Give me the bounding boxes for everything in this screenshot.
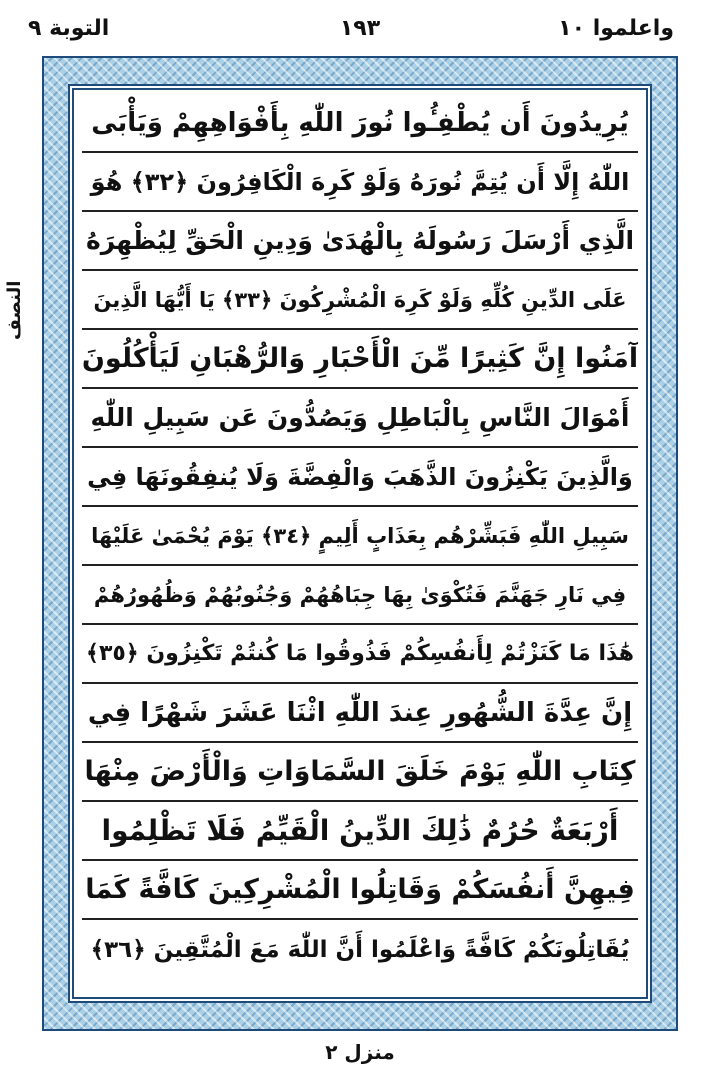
text-line: أَرْبَعَةٌ حُرُمٌ ذَٰلِكَ الدِّينُ الْقَيِّمُ فَلَا تَظْلِمُوا bbox=[82, 802, 638, 861]
text-line: كِتَابِ اللّٰهِ يَوْمَ خَلَقَ السَّمَاوَاتِ وَالْأَرْضَ مِنْهَا bbox=[82, 743, 638, 802]
surah-title: التوبة ٩ bbox=[28, 16, 110, 41]
manzil-footer: منزل ٢ bbox=[325, 1040, 395, 1064]
decorative-border bbox=[42, 56, 678, 1031]
text-line: أَمْوَالَ النَّاسِ بِالْبَاطِلِ وَيَصُدُّونَ عَن سَبِيلِ اللّٰهِ bbox=[82, 389, 638, 448]
text-line: آمَنُوا إِنَّ كَثِيرًا مِّنَ الْأَحْبَارِ وَالرُّهْبَانِ لَيَأْكُلُونَ bbox=[82, 330, 638, 389]
page-number: ١٩٣ bbox=[339, 16, 381, 41]
text-line: فِي نَارِ جَهَنَّمَ فَتُكْوَىٰ بِهَا جِبَاهُهُمْ وَجُنُوبُهُمْ وَظُهُورُهُمْ bbox=[82, 566, 638, 625]
text-line: إِنَّ عِدَّةَ الشُّهُورِ عِندَ اللّٰهِ اثْنَا عَشَرَ شَهْرًا فِي bbox=[82, 684, 638, 743]
text-line: يُرِيدُونَ أَن يُطْفِـُٔوا نُورَ اللّٰهِ بِأَفْوَاهِهِمْ وَيَأْبَى bbox=[82, 94, 638, 153]
text-line: اللّٰهُ إِلَّا أَن يُتِمَّ نُورَهُ وَلَوْ كَرِهَ الْكَافِرُونَ ﴿٣٢﴾ هُوَ bbox=[82, 153, 638, 212]
text-line: سَبِيلِ اللّٰهِ فَبَشِّرْهُم بِعَذَابٍ أَلِيمٍ ﴿٣٤﴾ يَوْمَ يُحْمَىٰ عَلَيْهَا bbox=[82, 507, 638, 566]
text-line: هَٰذَا مَا كَنَزْتُمْ لِأَنفُسِكُمْ فَذُوقُوا مَا كُنتُمْ تَكْنِزُونَ ﴿٣٥﴾ bbox=[82, 625, 638, 684]
juz-title: واعلموا ١٠ bbox=[558, 16, 674, 41]
text-line: فِيهِنَّ أَنفُسَكُمْ وَقَاتِلُوا الْمُشْرِكِينَ كَافَّةً كَمَا bbox=[82, 861, 638, 920]
text-lines bbox=[74, 90, 646, 997]
page-header bbox=[0, 10, 720, 50]
text-line: يُقَاتِلُونَكُمْ كَافَّةً وَاعْلَمُوا أَنَّ اللّٰهَ مَعَ الْمُتَّقِينَ ﴿٣٦﴾ bbox=[90, 936, 630, 963]
text-line: الَّذِي أَرْسَلَ رَسُولَهُ بِالْهُدَىٰ وَدِينِ الْحَقِّ لِيُظْهِرَهُ bbox=[82, 212, 638, 271]
text-line: وَالَّذِينَ يَكْنِزُونَ الذَّهَبَ وَالْفِضَّةَ وَلَا يُنفِقُونَهَا فِي bbox=[82, 448, 638, 507]
text-panel bbox=[72, 88, 648, 999]
margin-marker: النصف bbox=[4, 280, 25, 340]
text-line: عَلَى الدِّينِ كُلِّهِ وَلَوْ كَرِهَ الْمُشْرِكُونَ ﴿٣٣﴾ يَا أَيُّهَا الَّذِينَ bbox=[82, 271, 638, 330]
